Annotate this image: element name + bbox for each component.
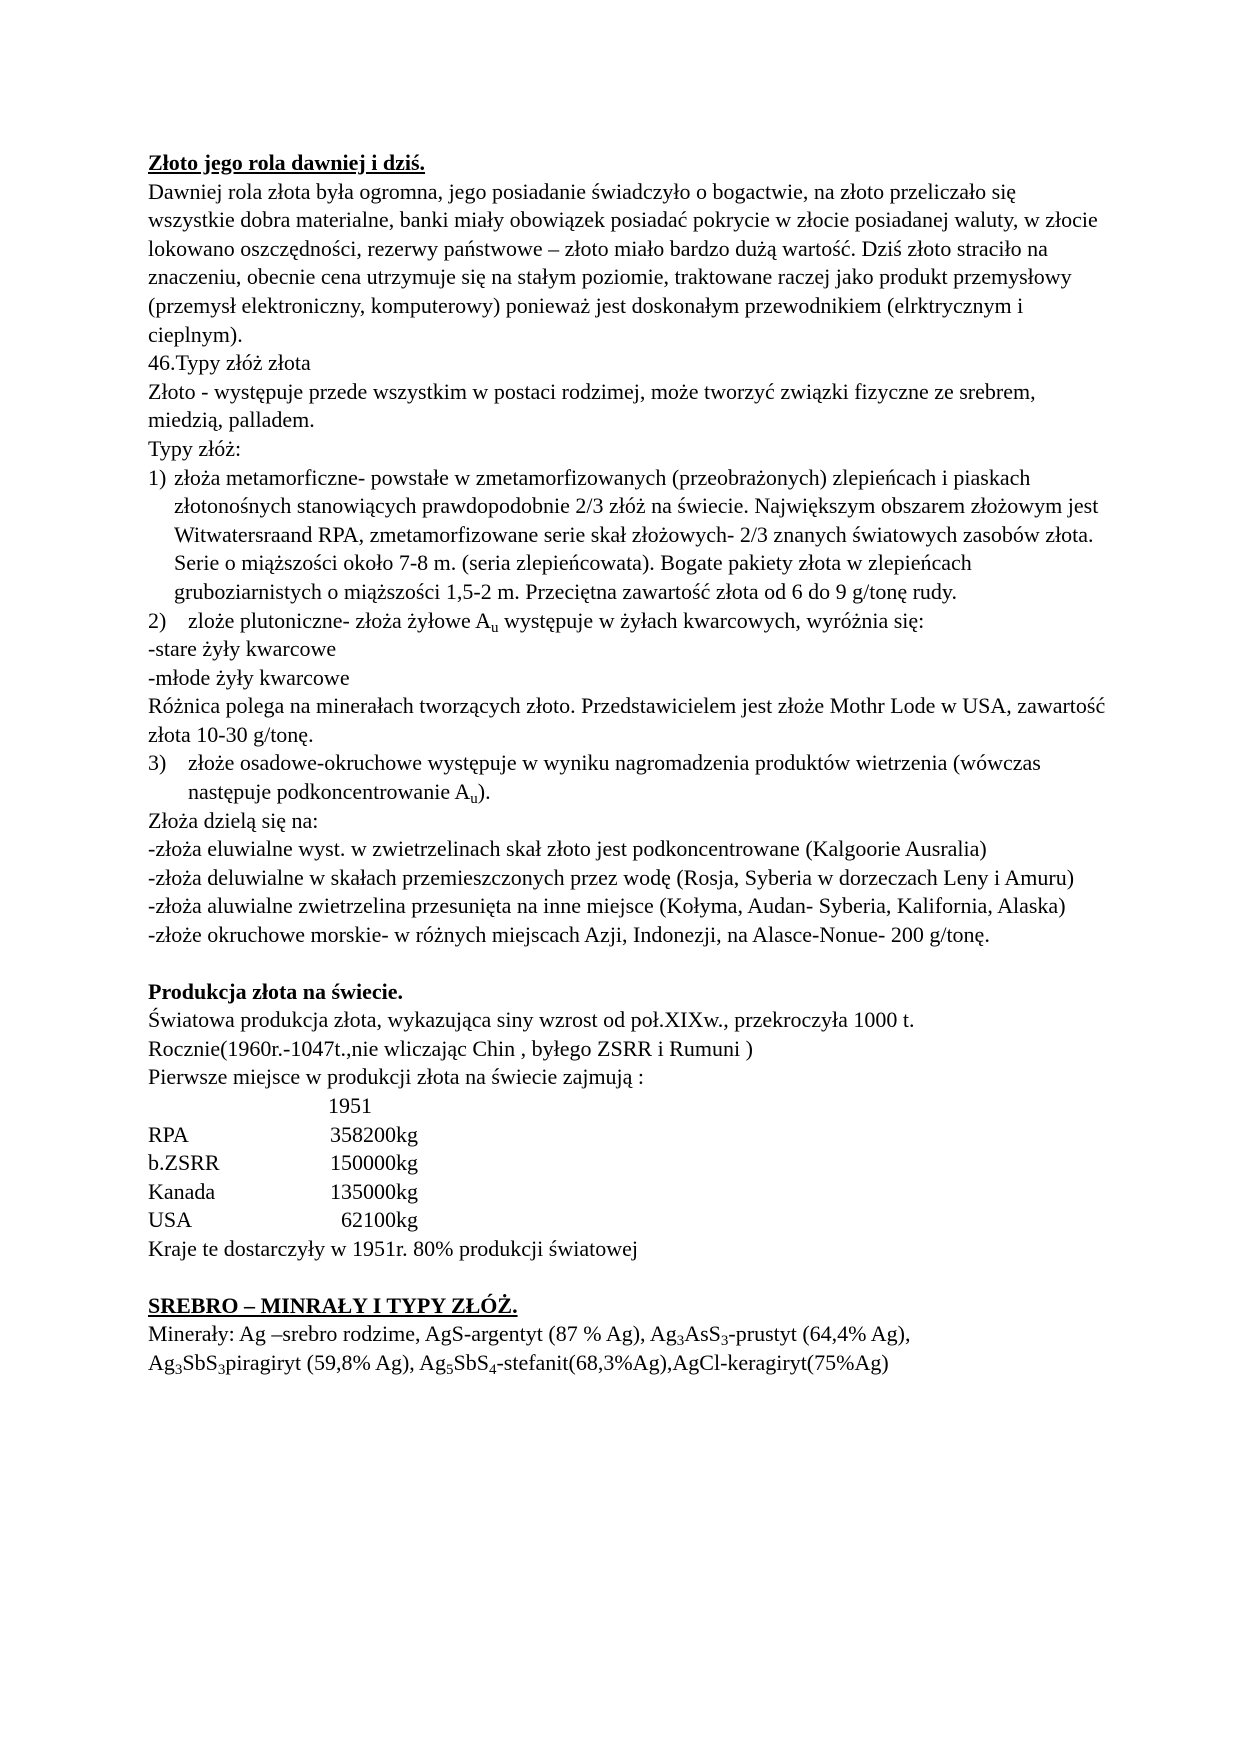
table-header-row bbox=[148, 1092, 418, 1121]
list-item-sedimentary bbox=[148, 749, 1108, 806]
subscript: u bbox=[470, 791, 478, 808]
text-run: występuje w żyłach kwarcowych, wyróżnia się: bbox=[498, 607, 925, 633]
list-number: 1) bbox=[148, 464, 167, 490]
text-run: SbS bbox=[182, 1349, 218, 1375]
text-run: złoże osadowe-okruchowe występuje w wyniku nagromadzenia produktów wietrzenia (wówczas następuje podkoncentrowanie A bbox=[188, 750, 1041, 805]
table-country: b.ZSRR bbox=[148, 1150, 220, 1176]
line-young-veins: -młode żyły kwarcowe bbox=[148, 664, 350, 690]
section-title-silver: SREBRO – MINRAŁY I TYPY ZŁÓŻ. bbox=[148, 1292, 518, 1318]
text-run: SbS bbox=[453, 1349, 489, 1375]
paragraph-gold-role: Dawniej rola złota była ogromna, jego posiadanie świadczyło o bogactwie, na złoto przeliczało się wszystkie dobra materialne, banki miały obowiązek posiadać pokrycie w złocie posiadanej waluty, w złocie lokowano oszczędności, rezerwy państwowe – złoto miało bardzo dużą wartość. Dziś złoto straciło na znaczeniu, obecnie cena utrzymuje się na stałym poziomie, traktowane raczej jako produkt przemysłowy (przemysł elektroniczny, komputerowy) ponieważ jest doskonałym przewodnikiem (elrktrycznym i cieplnym). bbox=[148, 178, 1098, 347]
table-country: USA bbox=[148, 1207, 193, 1233]
text-run: AsS bbox=[684, 1321, 721, 1347]
text-run: -prustyt (64,4% Ag), bbox=[728, 1321, 911, 1347]
paragraph-gold-occurrence: Złoto - występuje przede wszystkim w postaci rodzimej, może tworzyć związki fizyczne ze srebrem, miedzią, palladem. bbox=[148, 378, 1036, 433]
subscript: u bbox=[490, 619, 499, 636]
section-title-gold-production: Produkcja złota na świecie. bbox=[148, 978, 404, 1004]
list-item-metamorphic bbox=[148, 464, 1108, 607]
paragraph-production: Światowa produkcja złota, wykazująca siny wzrost od poł.XIXw., przekroczyła 1000 t. Rocznie(1960r.-1047t.,nie wliczając Chin , byłego ZSRR i Rumuni ) bbox=[148, 1007, 915, 1061]
table-row bbox=[148, 1149, 418, 1178]
text-run: piragiryt (59,8% Ag), Ag bbox=[225, 1349, 446, 1375]
table-country: RPA bbox=[148, 1121, 189, 1147]
table-amount: 150000kg bbox=[330, 1150, 418, 1176]
heading-gold-deposit-types: 46.Typy złóż złota bbox=[148, 350, 311, 376]
document-page bbox=[148, 149, 1108, 1377]
line-old-veins: -stare żyły kwarcowe bbox=[148, 636, 337, 662]
line-deposits-divide: Złoża dzielą się na: bbox=[148, 807, 319, 833]
paragraph-share-note: Kraje te dostarczyły w 1951r. 80% produkcji światowej bbox=[148, 1235, 638, 1261]
paragraph-difference: Różnica polega na minerałach tworzących złoto. Przedstawicielem jest złoże Mothr Lode w USA, zawartość złota 10-30 g/tonę. bbox=[148, 693, 1106, 747]
list-text bbox=[188, 749, 1108, 806]
table-row bbox=[148, 1206, 418, 1235]
line-eluvial: -złoża eluwialne wyst. w zwietrzelinach skał złoto jest podkoncentrowane (Kalgoorie Ausralia) bbox=[148, 836, 987, 862]
line-alluvial: -złoża aluwialne zwietrzelina przesunięta na inne miejsce (Kołyma, Audan- Syberia, Kalifornia, Alaska) bbox=[148, 893, 1066, 919]
table-amount: 358200kg bbox=[330, 1121, 418, 1147]
list-text bbox=[188, 607, 1108, 636]
list-item-plutonic bbox=[148, 607, 1108, 636]
label-deposit-types: Typy złóż: bbox=[148, 435, 242, 461]
table-row bbox=[148, 1178, 418, 1207]
subscript: 4 bbox=[488, 1361, 497, 1378]
list-number: 2) bbox=[148, 607, 167, 633]
list-number: 3) bbox=[148, 750, 167, 776]
production-table bbox=[148, 1092, 418, 1235]
subscript: 3 bbox=[217, 1361, 226, 1378]
text-run: zloże plutoniczne- złoża żyłowe A bbox=[188, 607, 491, 633]
line-marine: -złoże okruchowe morskie- w różnych miejscach Azji, Indonezji, na Alasce-Nonue- 200 g/tonę. bbox=[148, 922, 990, 948]
subscript: 3 bbox=[720, 1333, 729, 1350]
line-deluvial: -złoża deluwialne w skałach przemieszczonych przez wodę (Rosja, Syberia w dorzeczach Leny i Amuru) bbox=[148, 864, 1075, 890]
spacer bbox=[148, 1264, 1108, 1292]
table-year: 1951 bbox=[328, 1093, 372, 1118]
paragraph-silver-minerals bbox=[148, 1320, 1108, 1377]
table-country: Kanada bbox=[148, 1178, 216, 1204]
subscript: 3 bbox=[676, 1333, 685, 1350]
text-run: Minerały: Ag –srebro rodzime, AgS-argentyt (87 % Ag), Ag bbox=[148, 1321, 677, 1347]
text-run: Ag bbox=[148, 1349, 175, 1375]
subscript: 3 bbox=[174, 1361, 183, 1378]
subscript: 5 bbox=[445, 1361, 454, 1378]
spacer bbox=[148, 950, 1108, 978]
list-text: złoża metamorficzne- powstałe w zmetamorfizowanych (przeobrażonych) zlepieńcach i piaskach złotonośnych stanowiących prawdopodobnie 2/3 złóż na świecie. Największym obszarem złożowym jest Witwatersraand RPA, zmetamorfizowane serie skał złożowych- 2/3 znanych światowych zasobów złota. Serie o miąższości około 7-8 m. (seria zlepieńcowata). Bogate pakiety złota w zlepieńcach gruboziarnistych o miąższości 1,5-2 m. Przeciętna zawartość złota od 6 do 9 g/tonę rudy. bbox=[174, 464, 1099, 604]
paragraph-first-place: Pierwsze miejsce w produkcji złota na świecie zajmują : bbox=[148, 1064, 645, 1090]
table-amount: 135000kg bbox=[330, 1178, 418, 1204]
text-run: -stefanit(68,3%Ag),AgCl-keragiryt(75%Ag) bbox=[496, 1349, 889, 1375]
text-run: ). bbox=[477, 779, 491, 805]
table-amount: 62100kg bbox=[341, 1207, 418, 1233]
section-title-gold-role: Złoto jego rola dawniej i dziś. bbox=[148, 150, 426, 175]
table-row bbox=[148, 1121, 418, 1150]
